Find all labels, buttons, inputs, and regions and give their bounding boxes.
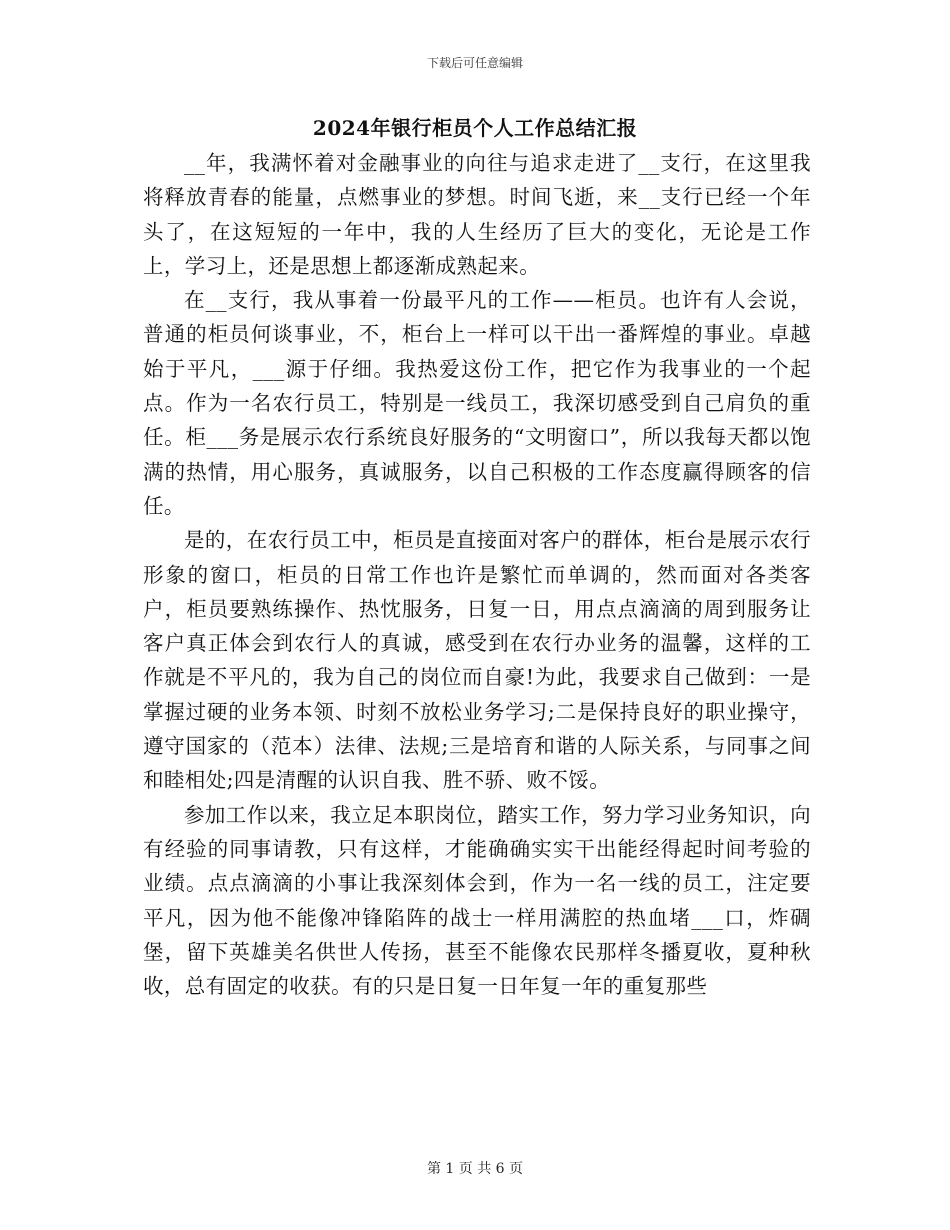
paragraph-2: 在__支行，我从事着一份最平凡的工作——柜员。也许有人会说，普通的柜员何谈事业，不，柜台上一样可以干出一番辉煌的事业。卓越始于平凡，___源于仔细。我热爱这份工作，把它作为我事业的一个起点。作为一名农行员工，特别是一线员工，我深切感受到自己肩负的重任。柜___务是展示农行系统良好服务的“文明窗口”，所以我每天都以饱满的热情，用心服务，真诚服务，以自己积极的工作态度赢得顾客的信任。 <box>143 288 811 518</box>
paragraph-4: 参加工作以来，我立足本职岗位，踏实工作，努力学习业务知识，向有经验的同事请教，只有这样，才能确确实实干出能经得起时间考验的业绩。点点滴滴的小事让我深刻体会到，作为一名一线的员工，注定要平凡，因为他不能像冲锋陷阵的战士一样用满腔的热血堵___口，炸碉堡，留下英雄美名供世人传扬，甚至不能像农民那样冬播夏收，夏种秋收，总有固定的收获。有的只是日复一日年复一年的重复那些 <box>143 802 811 999</box>
document-title: 2024年银行柜员个人工作总结汇报 <box>312 116 638 140</box>
paragraph-1: __年，我满怀着对金融事业的向往与追求走进了__支行，在这里我将释放青春的能量，点燃事业的梦想。时间飞逝，来__支行已经一个年头了，在这短短的一年中，我的人生经历了巨大的变化，无论是工作上，学习上，还是思想上都逐渐成熟起来。 <box>143 151 811 278</box>
document-body <box>143 146 811 1003</box>
page-number-footer: 第 1 页 共 6 页 <box>426 1161 524 1177</box>
paragraph-3: 是的，在农行员工中，柜员是直接面对客户的群体，柜台是展示农行形象的窗口，柜员的日常工作也许是繁忙而单调的，然而面对各类客户，柜员要熟练操作、热忱服务，日复一日，用点点滴滴的周到服务让客户真正体会到农行人的真诚，感受到在农行办业务的温馨，这样的工作就是不平凡的，我为自己的岗位而自豪!为此，我要求自己做到：一是掌握过硬的业务本领、时刻不放松业务学习;二是保持良好的职业操守，遵守国家的（范本）法律、法规;三是培育和谐的人际关系，与同事之间和睦相处;四是清醒的认识自我、胜不骄、败不馁。 <box>143 528 811 793</box>
page-header-note: 下载后可任意编辑 <box>426 56 523 70</box>
